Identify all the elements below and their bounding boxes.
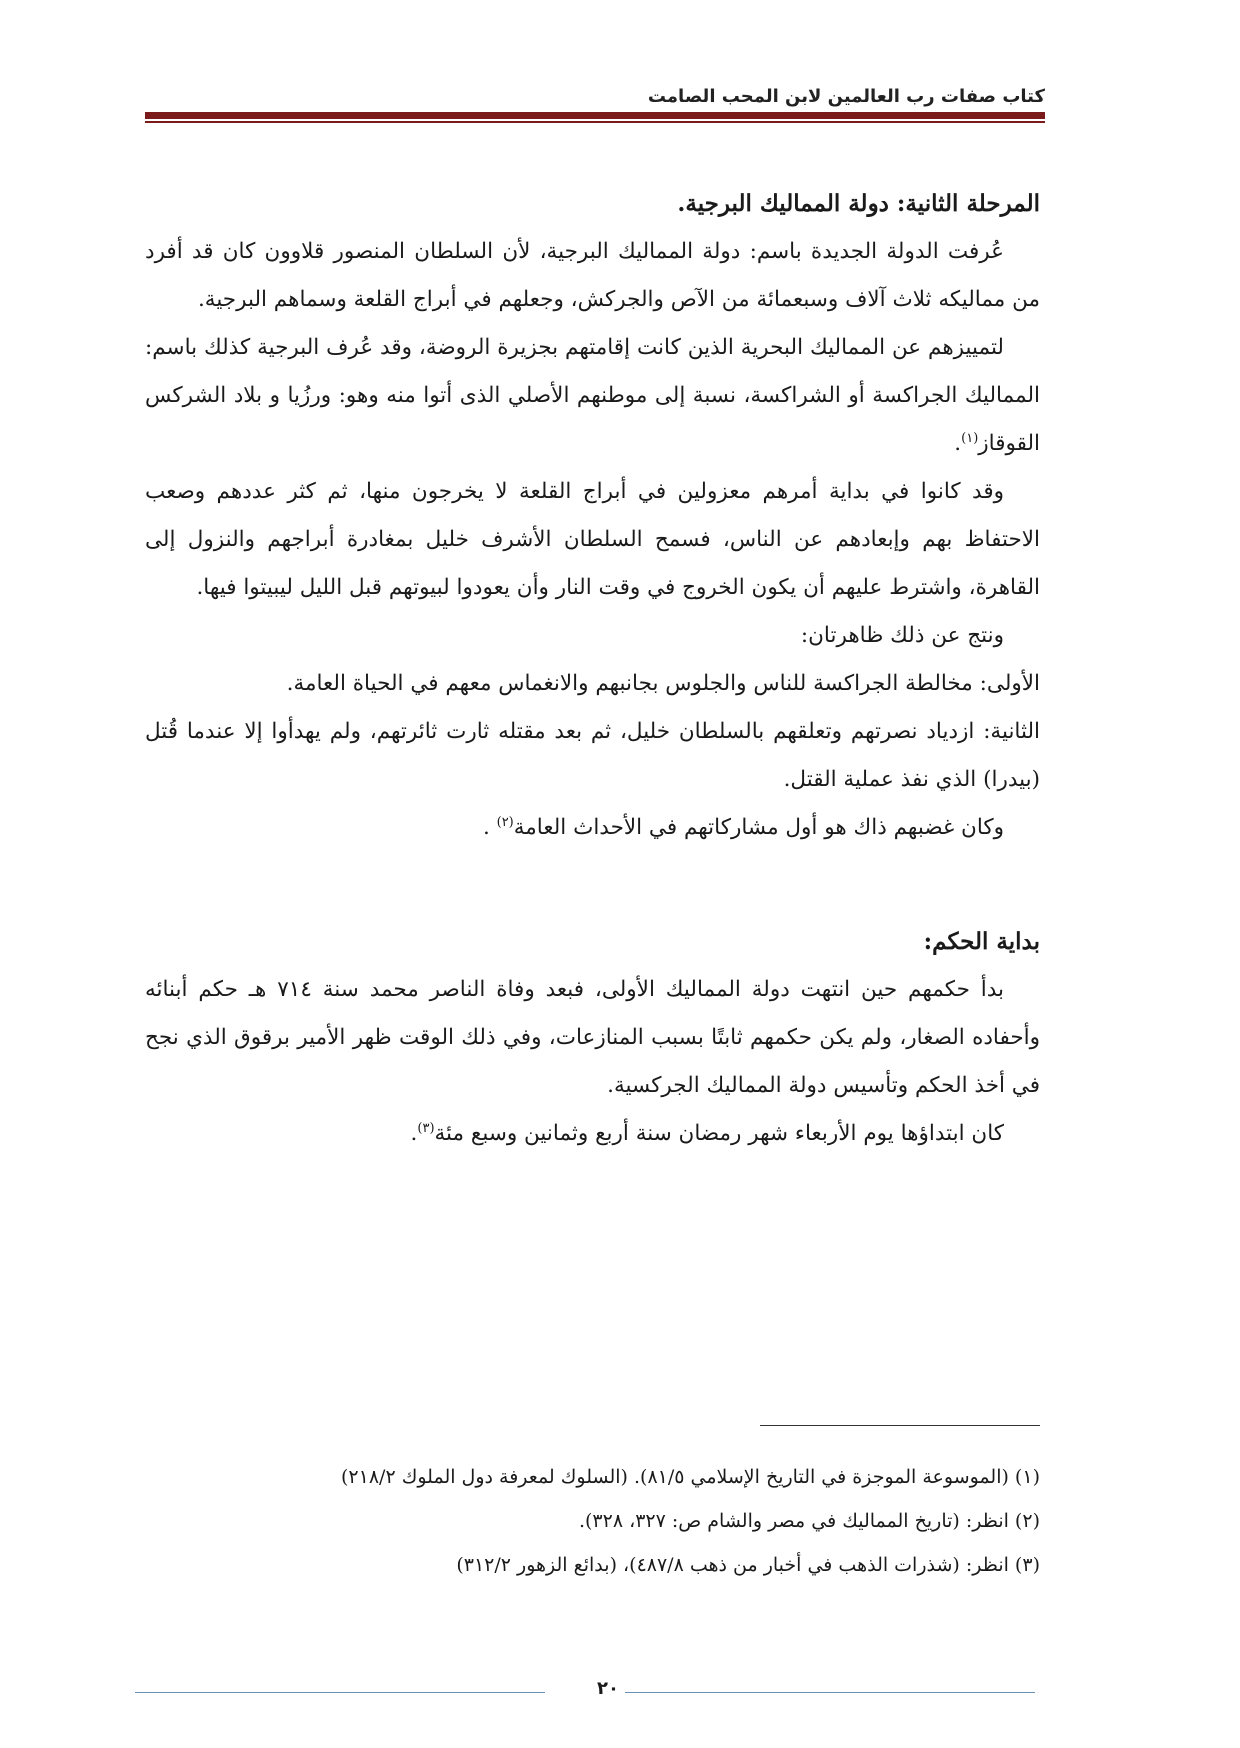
footnotes [145, 1455, 1040, 1587]
paragraph-2-text: لتمييزهم عن المماليك البحرية الذين كانت إقامتهم بجزيرة الروضة، وقد عُرف البرجية كذلك باسم: المماليك الجراكسة أو الشراكسة، نسبة إلى موطنهم الأصلي الذى أتوا منه وهو: ورزُيا و بلاد الشركس القوقاز [145, 335, 1040, 456]
footnote-ref-1[interactable]: (١) [961, 430, 979, 446]
footnote-separator [760, 1425, 1040, 1426]
paragraph-9-end: . [410, 1121, 418, 1146]
section-heading-burji: المرحلة الثانية: دولة المماليك البرجية. [677, 190, 1040, 217]
paragraph-6: الثانية: ازدياد نصرتهم وتعلقهم بالسلطان خليل، ثم بعد مقتله ثارت ثائرتهم، ولم يهدأوا إلا عندما قُتل (بيدرا) الذي نفذ عملية القتل. [145, 719, 1040, 792]
paragraph-2 [145, 324, 1040, 468]
footnote-2: (٢) انظر: (تاريخ المماليك في مصر والشام ص: ٣٢٧، ٣٢٨). [578, 1510, 1040, 1532]
footnote-ref-3[interactable]: (٣) [417, 1120, 435, 1136]
paragraph-9 [145, 1110, 1040, 1158]
paragraph-8: بدأ حكمهم حين انتهت دولة المماليك الأولى، فبعد وفاة الناصر محمد سنة ٧١٤ هـ حكم أبنائه وأحفاده الصغار، ولم يكن حكمهم ثابتًا بسبب المنازعات، وفي ذلك الوقت ظهر الأمير برقوق الذي نجح في أخذ الحكم وتأسيس دولة المماليك الجركسية. [145, 977, 1040, 1098]
footer-rule-right [625, 1692, 1035, 1693]
page-number: ٢٠ [597, 1678, 619, 1699]
paragraph-4: ونتج عن ذلك ظاهرتان: [800, 623, 1004, 648]
section-gap [145, 852, 1040, 918]
running-header-title: كتاب صفات رب العالمين لابن المحب الصامت [647, 86, 1045, 107]
header-rule-thin [145, 121, 1045, 123]
footnote-1: (١) (الموسوعة الموجزة في التاريخ الإسلامي ٨١/٥). (السلوك لمعرفة دول الملوك ٢١٨/٢) [341, 1466, 1040, 1488]
paragraph-2-end: . [954, 431, 962, 456]
body-text [145, 180, 1040, 1158]
paragraph-7-end: . [482, 815, 497, 840]
paragraph-7 [145, 804, 1040, 852]
paragraph-1: عُرفت الدولة الجديدة باسم: دولة المماليك البرجية، لأن السلطان المنصور قلاوون كان قد أفرد من مماليكه ثلاث آلاف وسبعمائة من الآص والجركش، وجعلهم في أبراج القلعة وسماهم البرجية. [145, 239, 1040, 312]
footnote-3: (٣) انظر: (شذرات الذهب في أخبار من ذهب ٤٨٧/٨)، (بدائع الزهور ٣١٢/٢) [456, 1554, 1040, 1576]
paragraph-7-text: وكان غضبهم ذاك هو أول مشاركاتهم في الأحداث العامة [513, 815, 1004, 840]
paragraph-5: الأولى: مخالطة الجراكسة للناس والجلوس بجانبهم والانغماس معهم في الحياة العامة. [286, 671, 1040, 696]
footer-rule-left [135, 1692, 545, 1693]
section-heading-rule: بداية الحكم: [923, 928, 1040, 955]
header-rule [145, 112, 1045, 119]
footnote-ref-2[interactable]: (٢) [496, 814, 514, 830]
paragraph-9-text: كان ابتداؤها يوم الأربعاء شهر رمضان سنة أربع وثمانين وسبع مئة [434, 1121, 1004, 1146]
paragraph-3: وقد كانوا في بداية أمرهم معزولين في أبراج القلعة لا يخرجون منها، ثم كثر عددهم وصعب الاحتفاظ بهم وإبعادهم عن الناس، فسمح السلطان الأشرف خليل بمغادرة أبراجهم والنزول إلى القاهرة، واشترط عليهم أن يكون الخروج في وقت النار وأن يعودوا لبيوتهم قبل الليل ليبيتوا فيها. [145, 479, 1040, 600]
